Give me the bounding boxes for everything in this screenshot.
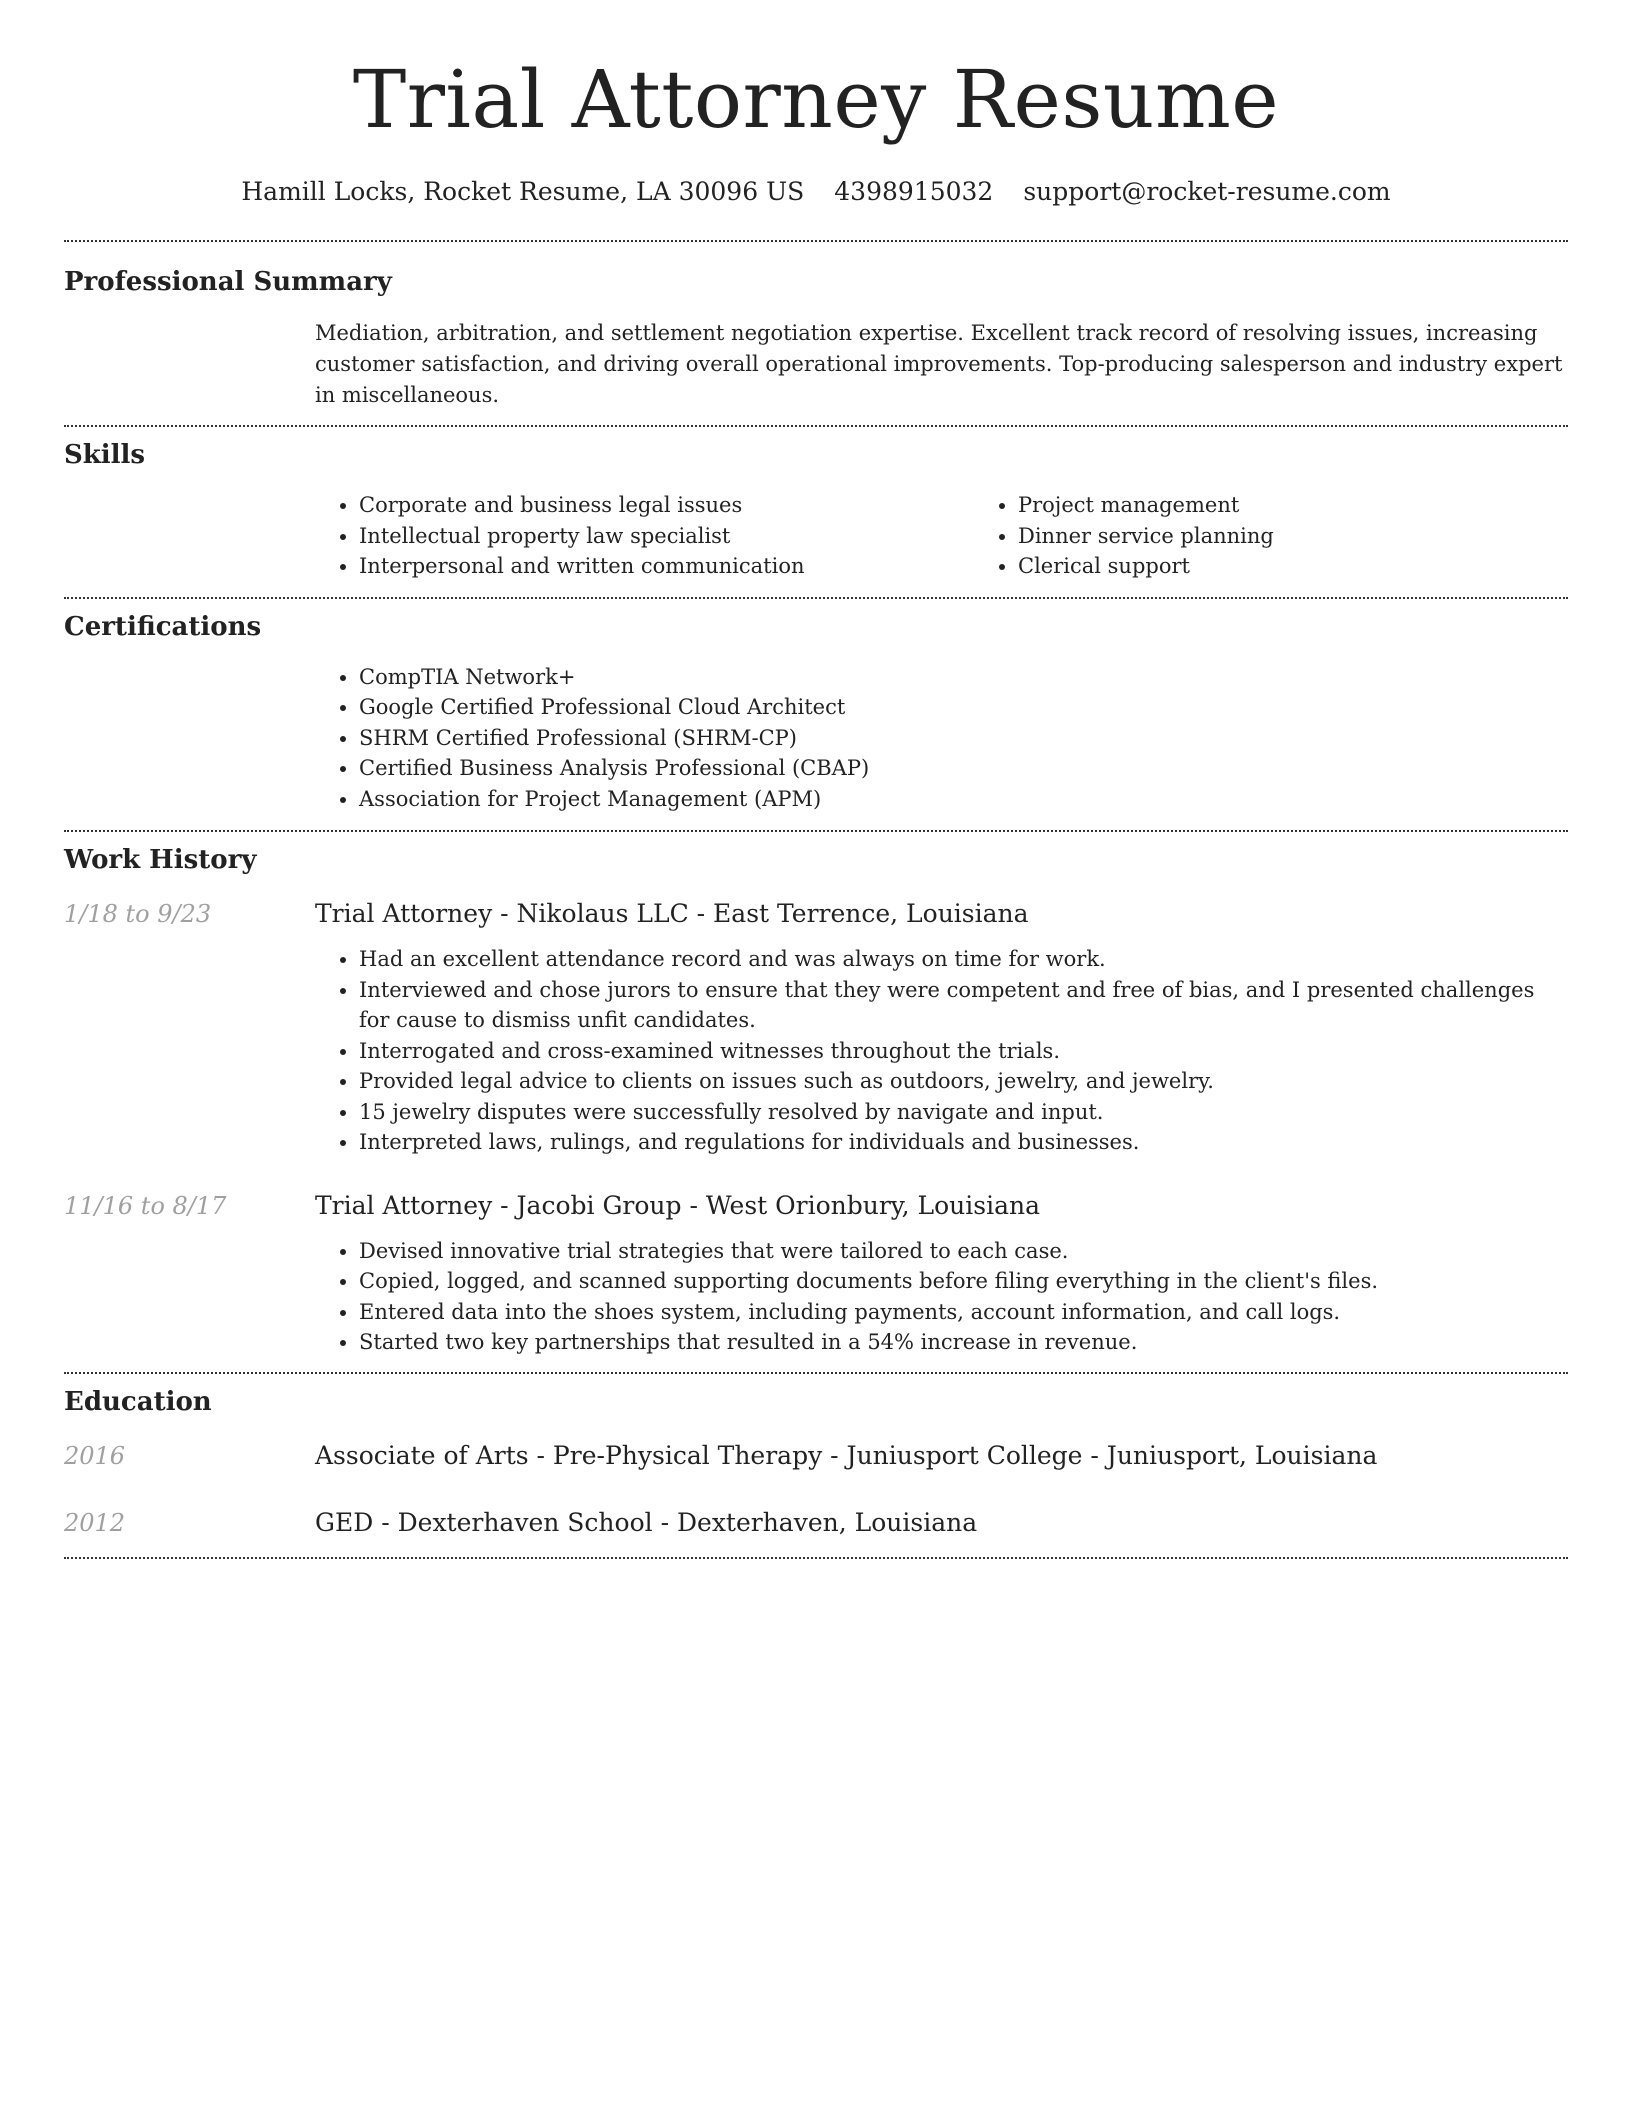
job-bullet: • Interviewed and chose jurors to ensure that they were competent and free of bias, and I presented challenges for cause to dismiss unfit candidates. [359, 975, 1568, 1036]
skills-heading: Skills [64, 440, 146, 470]
contact-address: Hamill Locks, Rocket Resume, LA 30096 US [241, 177, 805, 206]
skills-section [64, 427, 1568, 597]
skills-list-left [315, 490, 974, 582]
job-bullet: • Started two key partnerships that resulted in a 54% increase in revenue. [359, 1327, 1568, 1358]
certification-item: • Certified Business Analysis Professional (CBAP) [359, 753, 1568, 784]
skill-item: • Dinner service planning [1018, 521, 1632, 552]
certifications-section [64, 599, 1568, 831]
education-year: 2016 [64, 1441, 126, 1470]
work-history-section [64, 832, 1568, 1372]
certification-item: • Google Certified Professional Cloud Architect [359, 692, 1568, 723]
skills-list-right [974, 490, 1632, 582]
resume-title: Trial Attorney Resume [352, 53, 1280, 146]
education-heading: Education [64, 1386, 212, 1417]
education-section [64, 1374, 1568, 1557]
education-entry [64, 1438, 1568, 1474]
contact-phone: 4398915032 [834, 177, 994, 206]
job-bullet: • Interrogated and cross-examined witnesses throughout the trials. [359, 1036, 1568, 1067]
job-bullet: • Had an excellent attendance record and was always on time for work. [359, 944, 1568, 975]
job-dates: 1/18 to 9/23 [64, 900, 212, 928]
job-heading: Trial Attorney - Nikolaus LLC - East Terrence, Louisiana [315, 899, 1029, 928]
job-bullet: • 15 jewelry disputes were successfully resolved by navigate and input. [359, 1097, 1568, 1128]
job-entry [64, 1188, 1568, 1372]
skill-item: • Project management [1018, 490, 1632, 521]
section-divider [64, 1557, 1568, 1559]
skill-item: • Interpersonal and written communication [359, 551, 974, 582]
summary-section [64, 242, 1568, 425]
job-bullet: • Devised innovative trial strategies that were tailored to each case. [359, 1236, 1568, 1267]
certification-item: • CompTIA Network+ [359, 662, 1568, 693]
job-dates: 11/16 to 8/17 [64, 1191, 227, 1220]
contact-line [64, 174, 1568, 210]
certification-item: • Association for Project Management (APM) [359, 784, 1568, 815]
job-bullet: • Provided legal advice to clients on issues such as outdoors, jewelry, and jewelry. [359, 1066, 1568, 1097]
job-heading: Trial Attorney - Jacobi Group - West Orionbury, Louisiana [315, 1190, 1040, 1220]
certifications-heading: Certifications [64, 611, 262, 642]
certifications-list [315, 662, 1568, 815]
skill-item: • Intellectual property law specialist [359, 521, 974, 552]
education-heading-text: GED - Dexterhaven School - Dexterhaven, Louisiana [315, 1507, 978, 1537]
job-bullets [315, 944, 1568, 1158]
job-bullets [315, 1236, 1568, 1358]
summary-text: Mediation, arbitration, and settlement negotiation expertise. Excellent track record of resolving issues, increasing customer satisfaction, and driving overall operational improvements. Top-producing salesperson and industry expert in miscellaneous. [315, 321, 1563, 407]
job-bullet: • Entered data into the shoes system, including payments, account information, and call logs. [359, 1297, 1568, 1328]
certification-item: • SHRM Certified Professional (SHRM-CP) [359, 723, 1568, 754]
education-entry [64, 1505, 1568, 1557]
education-heading-text: Associate of Arts - Pre-Physical Therapy - Juniusport College - Juniusport, Louisiana [315, 1440, 1378, 1470]
skill-item: • Corporate and business legal issues [359, 490, 974, 521]
job-bullet: • Copied, logged, and scanned supporting documents before filing everything in the client's files. [359, 1266, 1568, 1297]
work-history-heading: Work History [64, 845, 257, 875]
skill-item: • Clerical support [1018, 551, 1632, 582]
education-year: 2012 [64, 1508, 126, 1537]
job-entry [64, 896, 1568, 1158]
contact-email: support@rocket-resume.com [1023, 177, 1391, 206]
job-bullet: • Interpreted laws, rulings, and regulations for individuals and businesses. [359, 1127, 1568, 1158]
summary-heading: Professional Summary [64, 267, 392, 297]
